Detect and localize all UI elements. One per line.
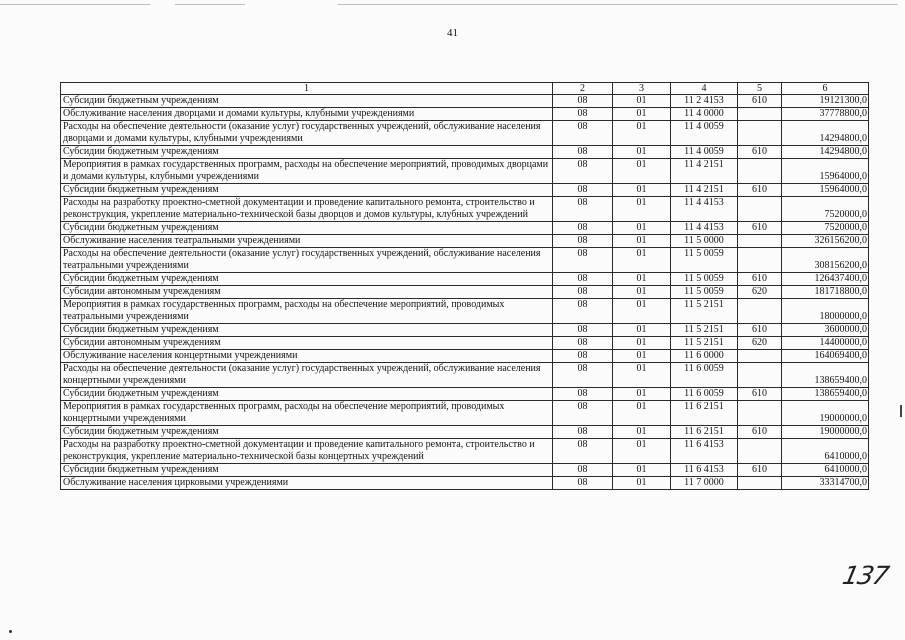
section-code-cell: 08 (553, 184, 613, 197)
section-code-cell: 08 (553, 248, 613, 273)
section-code-cell: 08 (553, 197, 613, 222)
subsection-code-cell: 01 (613, 337, 671, 350)
section-code-cell: 08 (553, 388, 613, 401)
section-code-cell: 08 (553, 121, 613, 146)
expense-name-cell: Расходы на обеспечение деятельности (оказание услуг) государственных учреждений, обслуживание населения театральными учреждениями (61, 248, 553, 273)
subsection-code-cell: 01 (613, 222, 671, 235)
amount-cell: 15964000,0 (782, 184, 869, 197)
target-article-cell: 11 4 0059 (671, 121, 738, 146)
expense-type-cell: 610 (738, 95, 782, 108)
expense-type-cell: 610 (738, 324, 782, 337)
expense-name-cell: Субсидии бюджетным учреждениям (61, 426, 553, 439)
table-row (61, 108, 869, 121)
amount-cell: 19121300,0 (782, 95, 869, 108)
column-header: 6 (782, 83, 869, 95)
table-row (61, 184, 869, 197)
section-code-cell: 08 (553, 477, 613, 490)
target-article-cell: 11 6 4153 (671, 464, 738, 477)
table-row (61, 235, 869, 248)
subsection-code-cell: 01 (613, 426, 671, 439)
subsection-code-cell: 01 (613, 324, 671, 337)
subsection-code-cell: 01 (613, 388, 671, 401)
amount-cell: 37778800,0 (782, 108, 869, 121)
section-code-cell: 08 (553, 337, 613, 350)
subsection-code-cell: 01 (613, 184, 671, 197)
expense-name-cell: Обслуживание населения театральными учреждениями (61, 235, 553, 248)
amount-cell: 3600000,0 (782, 324, 869, 337)
table-row (61, 197, 869, 222)
subsection-code-cell: 01 (613, 464, 671, 477)
handwritten-page-stamp: 137 (839, 561, 891, 590)
expense-name-cell: Мероприятия в рамках государственных программ, расходы на обеспечение мероприятий, проводимых дворцами и домами культуры, клубными учреждениями (61, 159, 553, 184)
table-row (61, 477, 869, 490)
subsection-code-cell: 01 (613, 401, 671, 426)
table-row (61, 95, 869, 108)
section-code-cell: 08 (553, 222, 613, 235)
amount-cell: 18000000,0 (782, 299, 869, 324)
expense-name-cell: Обслуживание населения концертными учреждениями (61, 350, 553, 363)
column-header: 4 (671, 83, 738, 95)
target-article-cell: 11 5 0000 (671, 235, 738, 248)
section-code-cell: 08 (553, 464, 613, 477)
target-article-cell: 11 5 2151 (671, 324, 738, 337)
table-row (61, 363, 869, 388)
target-article-cell: 11 6 0059 (671, 363, 738, 388)
table-row (61, 324, 869, 337)
target-article-cell: 11 6 0000 (671, 350, 738, 363)
expense-name-cell: Расходы на разработку проектно-сметной документации и проведение капитального ремонта, строительство и реконструкция, укрепление материально-технической базы концертных учреждений (61, 439, 553, 464)
amount-cell: 33314700,0 (782, 477, 869, 490)
target-article-cell: 11 4 0000 (671, 108, 738, 121)
target-article-cell: 11 5 0059 (671, 286, 738, 299)
expense-type-cell (738, 248, 782, 273)
section-code-cell: 08 (553, 146, 613, 159)
section-code-cell: 08 (553, 273, 613, 286)
scan-dot (9, 630, 12, 633)
amount-cell: 138659400,0 (782, 388, 869, 401)
table-row (61, 286, 869, 299)
table-row (61, 222, 869, 235)
expense-type-cell: 610 (738, 464, 782, 477)
expense-type-cell (738, 401, 782, 426)
target-article-cell: 11 4 4153 (671, 197, 738, 222)
expense-type-cell: 610 (738, 273, 782, 286)
expense-name-cell: Субсидии бюджетным учреждениям (61, 184, 553, 197)
amount-cell: 14294800,0 (782, 121, 869, 146)
expense-name-cell: Субсидии бюджетным учреждениям (61, 95, 553, 108)
expense-name-cell: Мероприятия в рамках государственных программ, расходы на обеспечение мероприятий, проводимых концертными учреждениями (61, 401, 553, 426)
expense-name-cell: Субсидии бюджетным учреждениям (61, 146, 553, 159)
column-header: 5 (738, 83, 782, 95)
amount-cell: 164069400,0 (782, 350, 869, 363)
expense-name-cell: Мероприятия в рамках государственных программ, расходы на обеспечение мероприятий, проводимых театральными учреждениями (61, 299, 553, 324)
subsection-code-cell: 01 (613, 286, 671, 299)
expense-type-cell (738, 197, 782, 222)
column-header: 3 (613, 83, 671, 95)
column-header: 2 (553, 83, 613, 95)
section-code-cell: 08 (553, 350, 613, 363)
target-article-cell: 11 2 4153 (671, 95, 738, 108)
expense-type-cell: 610 (738, 222, 782, 235)
top-edge-rule (175, 4, 245, 5)
amount-cell: 6410000,0 (782, 439, 869, 464)
amount-cell: 181718800,0 (782, 286, 869, 299)
table-row (61, 388, 869, 401)
target-article-cell: 11 5 2151 (671, 299, 738, 324)
subsection-code-cell: 01 (613, 273, 671, 286)
top-edge-rule (0, 4, 150, 5)
target-article-cell: 11 6 0059 (671, 388, 738, 401)
table-row (61, 426, 869, 439)
table-row (61, 439, 869, 464)
amount-cell: 7520000,0 (782, 222, 869, 235)
amount-cell: 19000000,0 (782, 426, 869, 439)
amount-cell: 14294800,0 (782, 146, 869, 159)
amount-cell: 326156200,0 (782, 235, 869, 248)
subsection-code-cell: 01 (613, 235, 671, 248)
table-row (61, 146, 869, 159)
target-article-cell: 11 5 2151 (671, 337, 738, 350)
expense-type-cell (738, 363, 782, 388)
expense-name-cell: Расходы на обеспечение деятельности (оказание услуг) государственных учреждений, обслуживание населения дворцами и домами культуры, клубными учреждениями (61, 121, 553, 146)
expense-type-cell (738, 121, 782, 146)
subsection-code-cell: 01 (613, 350, 671, 363)
amount-cell: 15964000,0 (782, 159, 869, 184)
expense-name-cell: Субсидии автономным учреждениям (61, 286, 553, 299)
expense-name-cell: Субсидии бюджетным учреждениям (61, 222, 553, 235)
section-code-cell: 08 (553, 426, 613, 439)
budget-table (60, 82, 869, 490)
table-row (61, 121, 869, 146)
column-header: 1 (61, 83, 553, 95)
section-code-cell: 08 (553, 363, 613, 388)
amount-cell: 308156200,0 (782, 248, 869, 273)
subsection-code-cell: 01 (613, 299, 671, 324)
subsection-code-cell: 01 (613, 363, 671, 388)
target-article-cell: 11 4 2151 (671, 159, 738, 184)
expense-name-cell: Субсидии бюджетным учреждениям (61, 324, 553, 337)
top-edge-rule (338, 4, 898, 5)
target-article-cell: 11 5 0059 (671, 273, 738, 286)
target-article-cell: 11 5 0059 (671, 248, 738, 273)
target-article-cell: 11 4 0059 (671, 146, 738, 159)
subsection-code-cell: 01 (613, 248, 671, 273)
table-row (61, 401, 869, 426)
expense-name-cell: Расходы на обеспечение деятельности (оказание услуг) государственных учреждений, обслуживание населения концертными учреждениями (61, 363, 553, 388)
amount-cell: 7520000,0 (782, 197, 869, 222)
expense-type-cell (738, 235, 782, 248)
subsection-code-cell: 01 (613, 121, 671, 146)
amount-cell: 14400000,0 (782, 337, 869, 350)
expense-type-cell: 610 (738, 426, 782, 439)
expense-type-cell: 610 (738, 146, 782, 159)
table-header-row (61, 83, 869, 95)
expense-type-cell (738, 159, 782, 184)
subsection-code-cell: 01 (613, 146, 671, 159)
section-code-cell: 08 (553, 324, 613, 337)
expense-type-cell (738, 108, 782, 121)
subsection-code-cell: 01 (613, 197, 671, 222)
amount-cell: 126437400,0 (782, 273, 869, 286)
section-code-cell: 08 (553, 299, 613, 324)
target-article-cell: 11 7 0000 (671, 477, 738, 490)
section-code-cell: 08 (553, 159, 613, 184)
target-article-cell: 11 6 2151 (671, 426, 738, 439)
amount-cell: 138659400,0 (782, 363, 869, 388)
page-number: 41 (447, 27, 458, 39)
amount-cell: 19000000,0 (782, 401, 869, 426)
subsection-code-cell: 01 (613, 95, 671, 108)
expense-type-cell (738, 299, 782, 324)
section-code-cell: 08 (553, 235, 613, 248)
expense-name-cell: Субсидии бюджетным учреждениям (61, 388, 553, 401)
expense-name-cell: Расходы на разработку проектно-сметной документации и проведение капитального ремонта, строительство и реконструкция, укрепление материально-технической базы дворцов и домов культуры, клубных учреждений (61, 197, 553, 222)
margin-mark (900, 405, 902, 417)
expense-type-cell: 610 (738, 184, 782, 197)
expense-name-cell: Обслуживание населения дворцами и домами культуры, клубными учреждениями (61, 108, 553, 121)
target-article-cell: 11 6 4153 (671, 439, 738, 464)
section-code-cell: 08 (553, 108, 613, 121)
target-article-cell: 11 4 4153 (671, 222, 738, 235)
target-article-cell: 11 4 2151 (671, 184, 738, 197)
expense-type-cell (738, 477, 782, 490)
expense-type-cell: 620 (738, 337, 782, 350)
subsection-code-cell: 01 (613, 108, 671, 121)
expense-type-cell (738, 439, 782, 464)
table-row (61, 159, 869, 184)
section-code-cell: 08 (553, 401, 613, 426)
table-row (61, 273, 869, 286)
expense-type-cell (738, 350, 782, 363)
expense-name-cell: Субсидии бюджетным учреждениям (61, 464, 553, 477)
table-row (61, 248, 869, 273)
subsection-code-cell: 01 (613, 439, 671, 464)
expense-name-cell: Субсидии автономным учреждениям (61, 337, 553, 350)
section-code-cell: 08 (553, 439, 613, 464)
expense-name-cell: Обслуживание населения цирковыми учреждениями (61, 477, 553, 490)
amount-cell: 6410000,0 (782, 464, 869, 477)
table-row (61, 350, 869, 363)
expense-type-cell: 610 (738, 388, 782, 401)
target-article-cell: 11 6 2151 (671, 401, 738, 426)
section-code-cell: 08 (553, 286, 613, 299)
subsection-code-cell: 01 (613, 477, 671, 490)
expense-type-cell: 620 (738, 286, 782, 299)
subsection-code-cell: 01 (613, 159, 671, 184)
table-row (61, 337, 869, 350)
section-code-cell: 08 (553, 95, 613, 108)
expense-name-cell: Субсидии бюджетным учреждениям (61, 273, 553, 286)
table-row (61, 299, 869, 324)
table-row (61, 464, 869, 477)
